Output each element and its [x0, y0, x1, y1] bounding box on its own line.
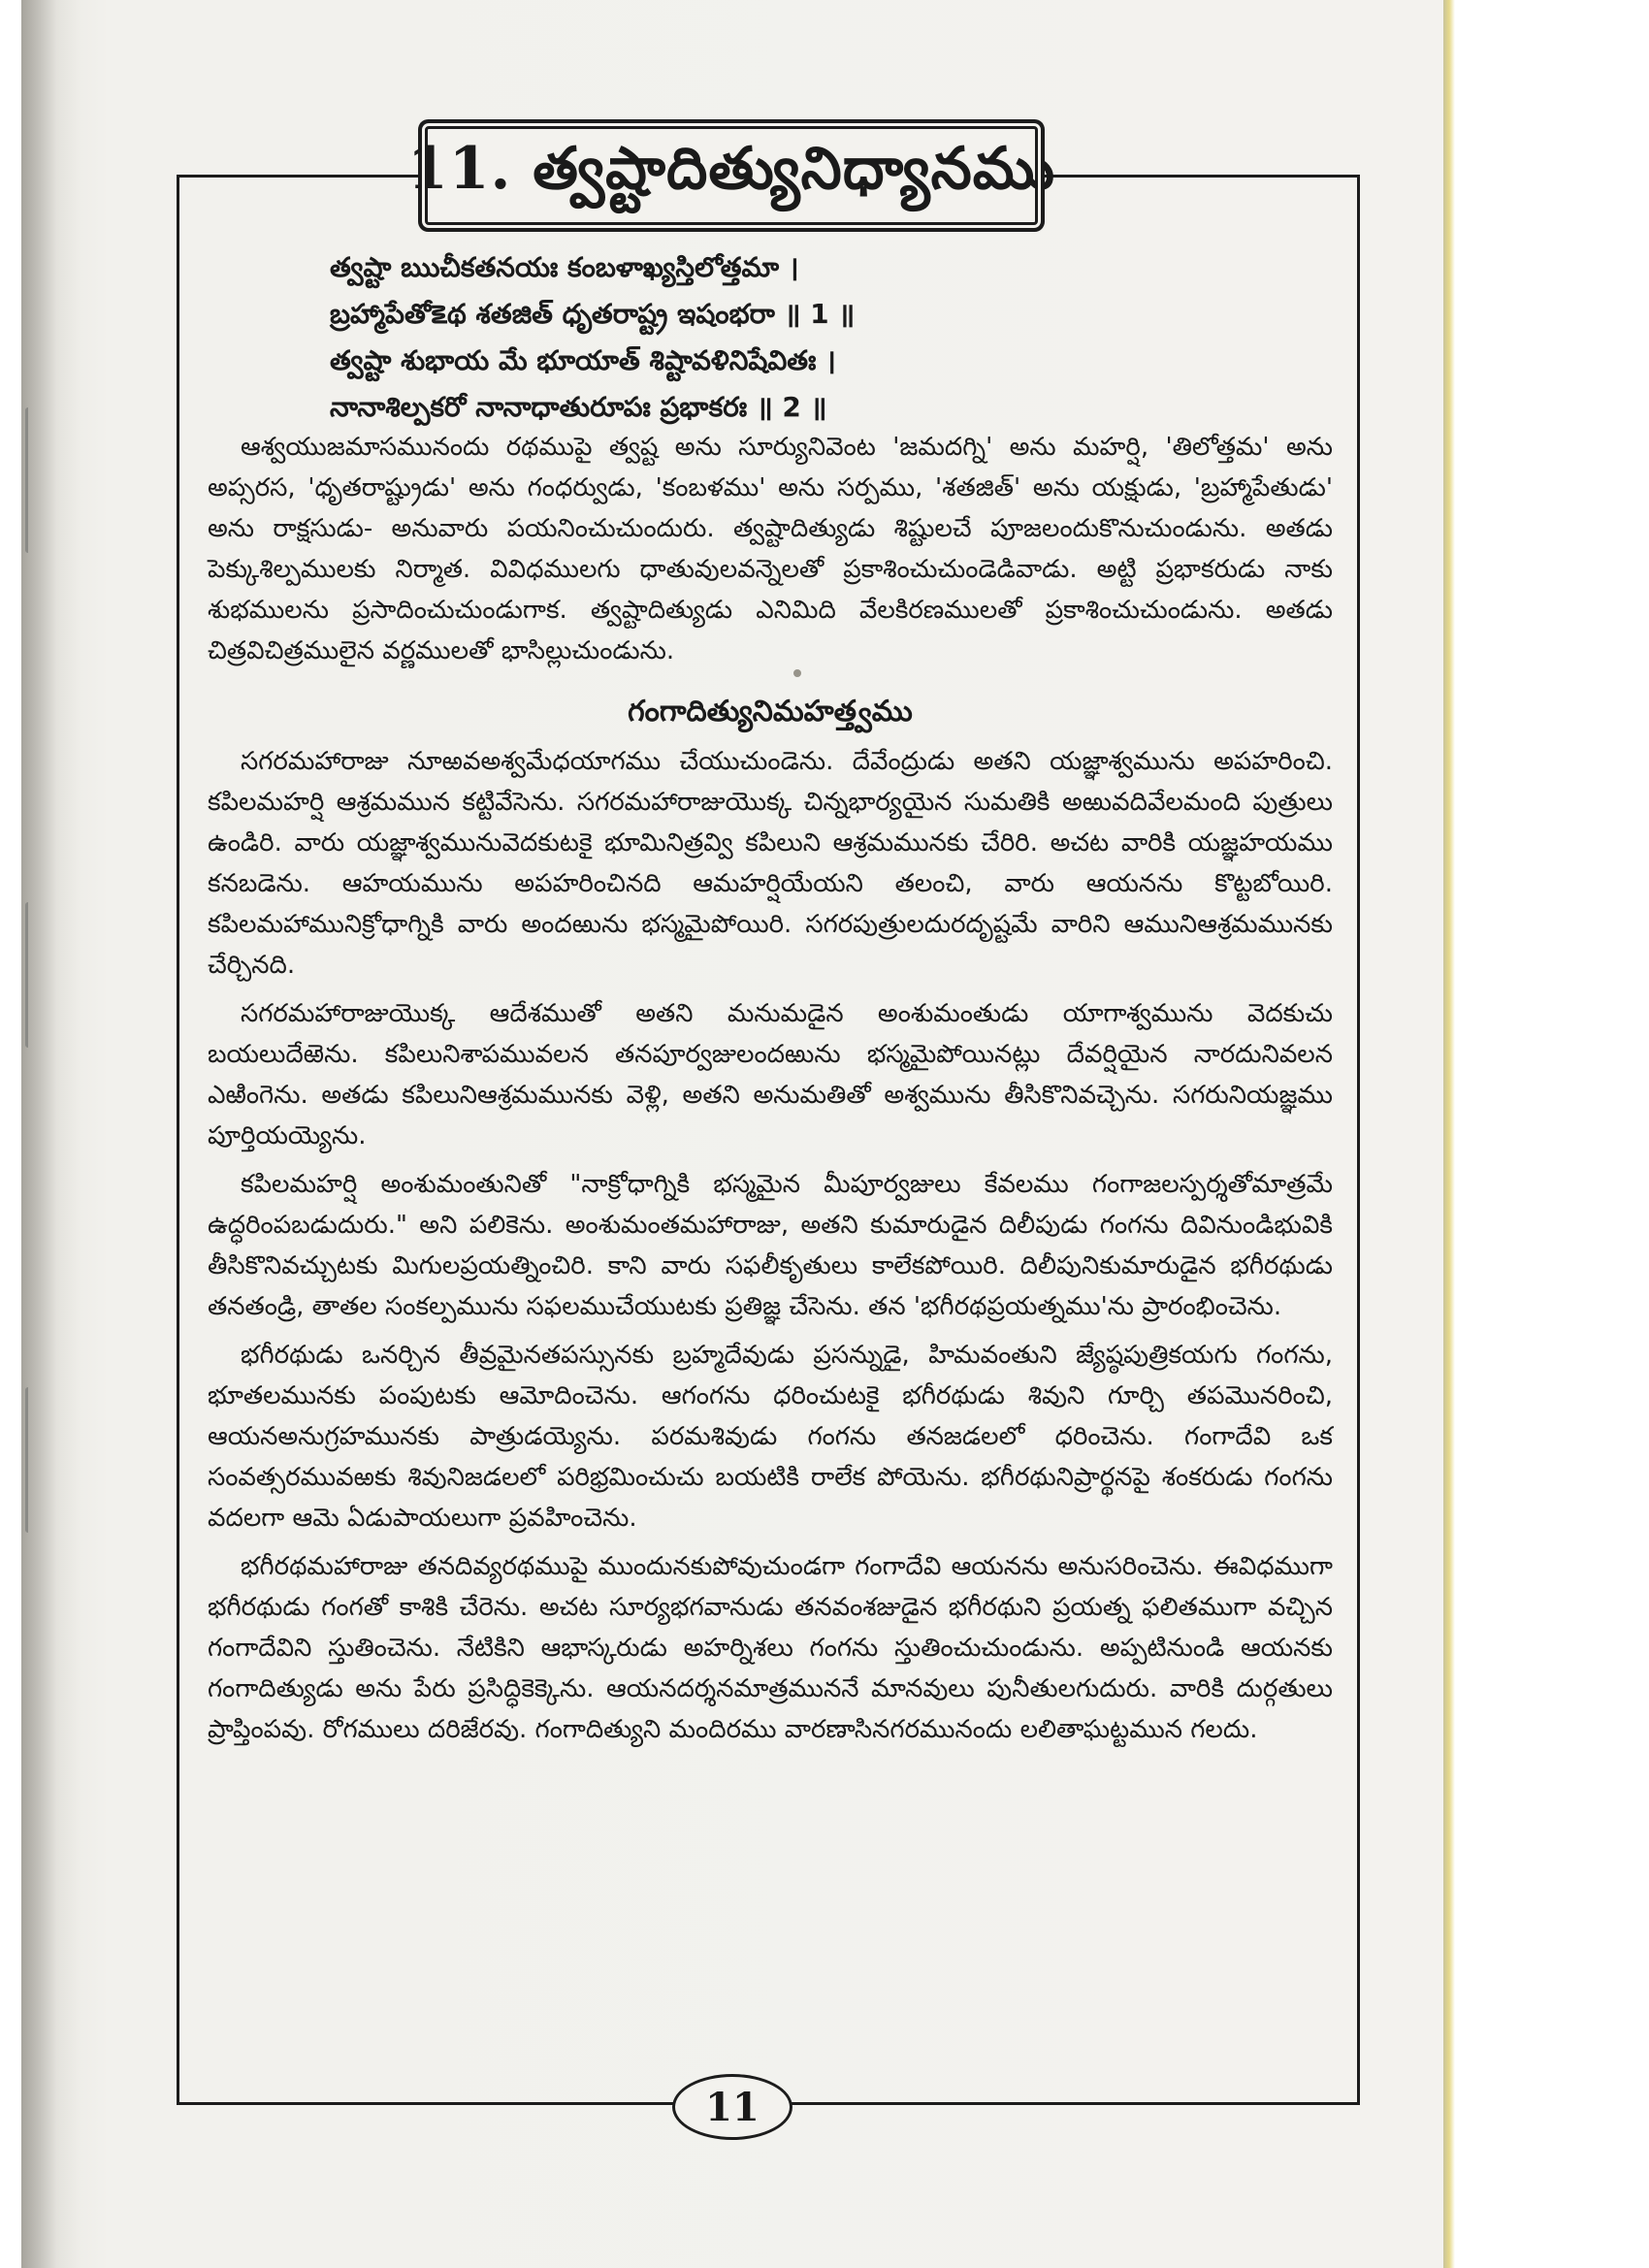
page-number: 11	[672, 2074, 792, 2140]
body-text	[208, 427, 1333, 1758]
binding-shadow	[21, 0, 80, 2268]
verse-line-4: నానాశిల్పకరో నానాధాతురూపః ప్రభాకరః ॥ 2 ॥	[330, 391, 827, 423]
staple-bottom	[25, 1387, 42, 1533]
ink-speck	[793, 669, 801, 677]
story-paragraph-1: సగరమహారాజు నూఱవఅశ్వమేధయాగము చేయుచుండెను. దేవేంద్రుడు అతని యజ్ఞాశ్వమును అపహరించి. కపిలమహర్షి ఆశ్రమమున కట్టివేసెను. సగరమహారాజుయొక్క చిన్నభార్యయైన సుమతికి అఱువదివేలమంది పుత్రులు ఉండిరి. వారు యజ్ఞాశ్వమునువెదకుటకై భూమినిత్రవ్వి కపిలుని ఆశ్రమమునకు చేరిరి. అచట వారికి యజ్ఞహయము కనబడెను. ఆహయమును అపహరించినది ఆమహర్షియేయని తలంచి, వారు ఆయనను కొట్టబోయిరి. కపిలమహామునిక్రోధాగ్నికి వారు అందఱును భస్మమైపోయిరి. సగరపుత్రులదురదృష్టమే వారిని ఆమునిఆశ్రమమునకు చేర్చినది.	[208, 747, 1333, 980]
section-heading: గంగాదిత్యునిమహత్త్వము	[628, 695, 913, 729]
chapter-title: 11. త్వష్టాదిత్యునిధ్యానము	[425, 126, 1038, 225]
verse-line-3: త్వష్టా శుభాయ మే భూయాత్ శిష్టావళినిషేవితః ।	[330, 344, 836, 376]
story-paragraph-2: సగరమహారాజుయొక్క ఆదేశముతో అతని మనుమడైన అంశుమంతుడు యాగాశ్వమును వెదకుచు బయలుదేఱెను. కపిలునిశాపమువలన తనపూర్వజులందఱును భస్మమైపోయినట్లు దేవర్షియైన నారదునివలన ఎఱింగెను. అతడు కపిలునిఆశ్రమమునకు వెళ్లి, అతని అనుమతితో అశ్వమును తీసికొనివచ్చెను. సగరునియజ్ఞము పూర్తియయ్యెను.	[208, 999, 1333, 1150]
verse-line-2: బ్రహ్మాపేతో౾థ శతజిత్ ధృతరాష్ట్ర ఇషంభరా ॥ 1 ॥	[330, 298, 856, 330]
staple-middle	[25, 902, 42, 1048]
page-edge	[1443, 0, 1455, 2268]
verse-block	[330, 244, 1222, 431]
verse-line-1: త్వష్టా ఋచీకతనయః కంబళాఖ్యస్తిలోత్తమా ।	[330, 251, 799, 283]
intro-paragraph: ఆశ్వయుజమాసమునందు రథముపై త్వష్ట అను సూర్యునివెంట 'జమదగ్ని' అను మహర్షి, 'తిలోత్తమ' అను అప్సరస, 'ధృతరాష్ట్రుడు' అను గంధర్వుడు, 'కంబళము' అను సర్పము, 'శతజిత్' అను యక్షుడు, 'బ్రహ్మాపేతుడు' అను రాక్షసుడు- అనువారు పయనించుచుందురు. త్వష్టాదిత్యుడు శిష్టులచే పూజలందుకొనుచుండును. అతడు పెక్కుశిల్పములకు నిర్మాత. వివిధములగు ధాతువులవన్నెలతో ప్రకాశించుచుండెడివాడు. అట్టి ప్రభాకరుడు నాకు శుభములను ప్రసాదించుచుండుగాక. త్వష్టాదిత్యుడు ఎనిమిది వేలకిరణములతో ప్రకాశించుచుండును. అతడు చిత్రవిచిత్రములైన వర్ణములతో భాసిల్లుచుండును.	[208, 433, 1333, 665]
story-paragraph-4: భగీరథుడు ఒనర్చిన తీవ్రమైనతపస్సునకు బ్రహ్మదేవుడు ప్రసన్నుడై, హిమవంతుని జ్యేష్ఠపుత్రికయగు గంగను, భూతలమునకు పంపుటకు ఆమోదించెను. ఆగంగను ధరించుటకై భగీరథుడు శివుని గూర్చి తపమొనరించి, ఆయనఅనుగ్రహమునకు పాత్రుడయ్యెను. పరమశివుడు గంగను తనజడలలో ధరించెను. గంగాదేవి ఒక సంవత్సరమువఱకు శివునిజడలలో పరిభ్రమించుచు బయటికి రాలేక పోయెను. భగీరథునిప్రార్థనపై శంకరుడు గంగను వదలగా ఆమె ఏడుపాయలుగా ప్రవహించెను.	[208, 1341, 1333, 1533]
story-paragraph-5: భగీరథమహారాజు తనదివ్యరథముపై ముందునకుపోవుచుండగా గంగాదేవి ఆయనను అనుసరించెను. ఈవిధముగా భగీరథుడు గంగతో కాశికి చేరెను. అచట సూర్యభగవానుడు తనవంశజుడైన భగీరథుని ప్రయత్న ఫలితముగా వచ్చిన గంగాదేవిని స్తుతించెను. నేటికిని ఆభాస్కరుడు అహర్నిశలు గంగను స్తుతించుచుండును. అప్పటినుండి ఆయనకు గంగాదిత్యుడు అను పేరు ప్రసిద్ధికెక్కెను. ఆయనదర్శనమాత్రముననే మానవులు పునీతులగుదురు. వారికి దుర్గతులు ప్రాప్తింపవు. రోగములు దరిజేరవు. గంగాదిత్యుని మందిరము వారణాసినగరమునందు లలితాఘట్టమున గలదు.	[208, 1552, 1333, 1744]
staple-top	[25, 407, 42, 553]
story-paragraph-3: కపిలమహర్షి అంశుమంతునితో "నాక్రోధాగ్నికి భస్మమైన మీపూర్వజులు కేవలము గంగాజలస్పర్శతోమాత్రమే ఉద్ధరింపబడుదురు." అని పలికెను. అంశుమంతమహారాజు, అతని కుమారుడైన దిలీపుడు గంగను దివినుండిభువికి తీసికొనివచ్చుటకు మిగులప్రయత్నించిరి. కాని వారు సఫలీకృతులు కాలేకపోయిరి. దిలీపునికుమారుడైన భగీరథుడు తనతండ్రి, తాతల సంకల్పమును సఫలముచేయుటకు ప్రతిజ్ఞ చేసెను. తన 'భగీరథప్రయత్నము'ను ప్రారంభించెను.	[208, 1170, 1333, 1321]
